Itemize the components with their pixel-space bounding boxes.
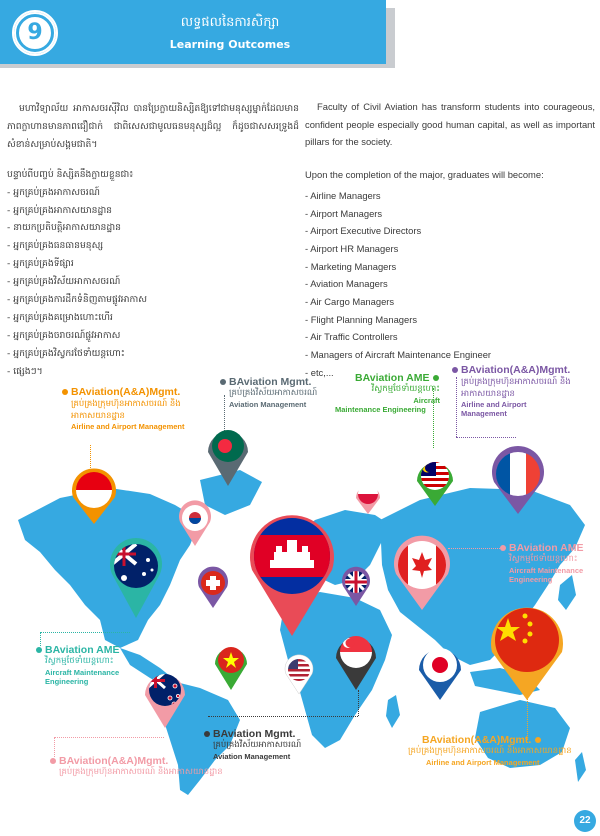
khmer-list-item: - អ្នកគ្រប់គ្រងអាកាសចរណ៍ <box>7 186 100 198</box>
english-list-item: - Air Cargo Managers <box>305 296 395 308</box>
khmer-list-item: - អ្នកគ្រប់គ្រងគម្រោងហោះហើរ <box>7 311 113 323</box>
english-list-item: - Marketing Managers <box>305 260 397 272</box>
flag-pin-australia <box>110 538 162 618</box>
english-paragraph: Faculty of Civil Aviation has transform students into courageous, confident people especially good human capital, as well as important pillars for the society. <box>305 101 595 148</box>
label-title: BAviation AME <box>355 372 430 384</box>
section-number: 9 <box>27 20 43 45</box>
section-title-english: Learning Outcomes <box>169 38 291 51</box>
label-title: BAviation Mgmt. <box>229 376 312 388</box>
flag-pin-malaysia <box>417 460 453 506</box>
label-title: BAviation(A&A)Mgmt. <box>59 755 169 767</box>
label-english-2: Engineering <box>509 575 553 584</box>
label-english: Airline and Airport Management <box>426 758 540 767</box>
label-english-2: Engineering <box>45 677 89 686</box>
flag-pin-singapore <box>336 634 376 690</box>
english-list-item: - Airline Managers <box>305 189 381 201</box>
khmer-list-item: - អ្នកគ្រប់គ្រងចរាចរណ៍ផ្លូវអាកាស <box>7 329 121 341</box>
label-english-2: Management <box>461 409 507 418</box>
flag-pin-indonesia <box>72 468 116 524</box>
flag-pin-new-zealand <box>145 672 185 728</box>
flag-pin-vietnam <box>215 645 247 690</box>
label-title: BAviation(A&A)Mgmt. <box>422 734 532 746</box>
khmer-list-item: - អ្នកគ្រប់គ្រងទីផ្សារ <box>7 258 74 270</box>
flag-pin-south-korea <box>179 500 211 546</box>
label-title: BAviation Mgmt. <box>213 728 296 740</box>
label-khmer: វិស្វកម្មថែទាំយន្តហោះ <box>45 656 114 666</box>
label-english: Aircraft <box>413 396 440 405</box>
flag-pin-france <box>492 446 544 514</box>
flag-pin-usa <box>285 655 313 694</box>
label-english: Aviation Management <box>213 752 291 761</box>
flag-pin-uk <box>342 567 370 606</box>
english-list-item: - Managers of Aircraft Maintenance Engineer <box>305 349 492 361</box>
label-khmer: គ្រប់គ្រងក្រុមហ៊ុនអាកាសចរណ៍ និងអាកាសយានដ្ឋាន <box>59 767 223 777</box>
khmer-list-item: - អ្នកគ្រប់គ្រងវិស័យអាកាសចរណ៍ <box>7 276 121 288</box>
label-khmer: គ្រប់គ្រងក្រុមហ៊ុនអាកាសចរណ៍ និងអាកាសយានដ្ឋាន <box>461 377 571 399</box>
section-title-khmer: លទ្ធផលនៃការសិក្សា <box>180 15 280 30</box>
label-english: Aircraft Maintenance <box>509 566 584 575</box>
english-list-item: - Aviation Managers <box>305 278 388 290</box>
label-english-2: Maintenance Engineering <box>335 405 426 414</box>
flag-pin-poland <box>356 483 380 514</box>
label-khmer: គ្រប់គ្រងវិស័យអាកាសចរណ៍ <box>213 740 302 750</box>
khmer-list-item: - នាយកប្រតិបត្តិអាកាសយានដ្ឋាន <box>7 222 121 234</box>
english-list-item: - Flight Planning Managers <box>305 313 418 325</box>
khmer-list-item: - អ្នកគ្រប់គ្រងវិស្វករថែទាំយន្តហោះ <box>7 347 125 359</box>
khmer-paragraph: មហាវិទ្យាល័យ អាកាសចរស៊ីវិល បានប្រែក្លាយនិស្សិតឱ្យទៅជាមនុស្សម្នាក់ដែលមានភាពក្លាហានមានភាពជឿជាក់ ជាពិសេសជាមូលធនមនុស្សដ៏ល្អ ក៏ដូចជាសសរទ្រូងដ៏សំខាន់សម្រាប់សង្គមជាតិ។ <box>7 103 299 150</box>
english-list-item: - Air Traffic Controllers <box>305 331 398 343</box>
khmer-intro: បន្ទាប់ពីបញ្ចប់ និស្សិតនឹងក្លាយខ្លួនជា៖ <box>7 168 134 180</box>
label-title: BAviation(A&A)Mgmt. <box>71 386 181 398</box>
english-list-item: - Airport HR Managers <box>305 242 399 254</box>
khmer-list-item: - ផ្សេងៗ។ <box>7 365 43 377</box>
english-list-item: - Airport Executive Directors <box>305 225 422 237</box>
label-khmer: គ្រប់គ្រងវិស័យអាកាសចរណ៍ <box>229 388 318 398</box>
flag-pin-cambodia <box>250 515 334 636</box>
flag-pin-japan <box>419 646 461 700</box>
flag-pin-china <box>490 603 564 700</box>
page-number: 22 <box>574 810 596 832</box>
label-english: Aviation Management <box>229 400 307 409</box>
label-khmer: គ្រប់គ្រងក្រុមហ៊ុនអាកាសចរណ៍ និងអាកាសយានដ្ឋាន <box>408 746 572 756</box>
english-list-item: - Airport Managers <box>305 207 383 219</box>
flag-pin-canada <box>394 536 450 610</box>
label-english: Airline and Airport <box>461 400 527 409</box>
khmer-list-item: - អ្នកគ្រប់គ្រងអាកាសយានដ្ឋាន <box>7 204 113 216</box>
flag-pin-bangladesh <box>208 428 248 486</box>
khmer-list-item: - អ្នកគ្រប់គ្រងការដឹកទំនិញតាមផ្លូវអាកាស <box>7 294 148 306</box>
english-intro: Upon the completion of the major, graduates will become: <box>305 169 544 181</box>
label-english: Airline and Airport Management <box>71 422 185 431</box>
flag-pin-switzerland <box>198 567 228 608</box>
khmer-list-item: - អ្នកគ្រប់គ្រងធនធានមនុស្ស <box>7 240 104 252</box>
english-list-item: - etc,... <box>305 366 334 378</box>
label-title: BAviation AME <box>509 542 584 554</box>
label-english: Aircraft Maintenance <box>45 668 120 677</box>
label-title: BAviation AME <box>45 644 120 656</box>
label-khmer: វិស្វកម្មថែទាំយន្តហោះ <box>371 384 440 394</box>
label-title: BAviation(A&A)Mgmt. <box>461 364 571 376</box>
label-khmer: គ្រប់គ្រងក្រុមហ៊ុនអាកាសចរណ៍ និងអាកាសយានដ្ឋាន <box>71 399 181 421</box>
label-khmer: វិស្វកម្មថែទាំយន្តហោះ <box>509 554 578 564</box>
